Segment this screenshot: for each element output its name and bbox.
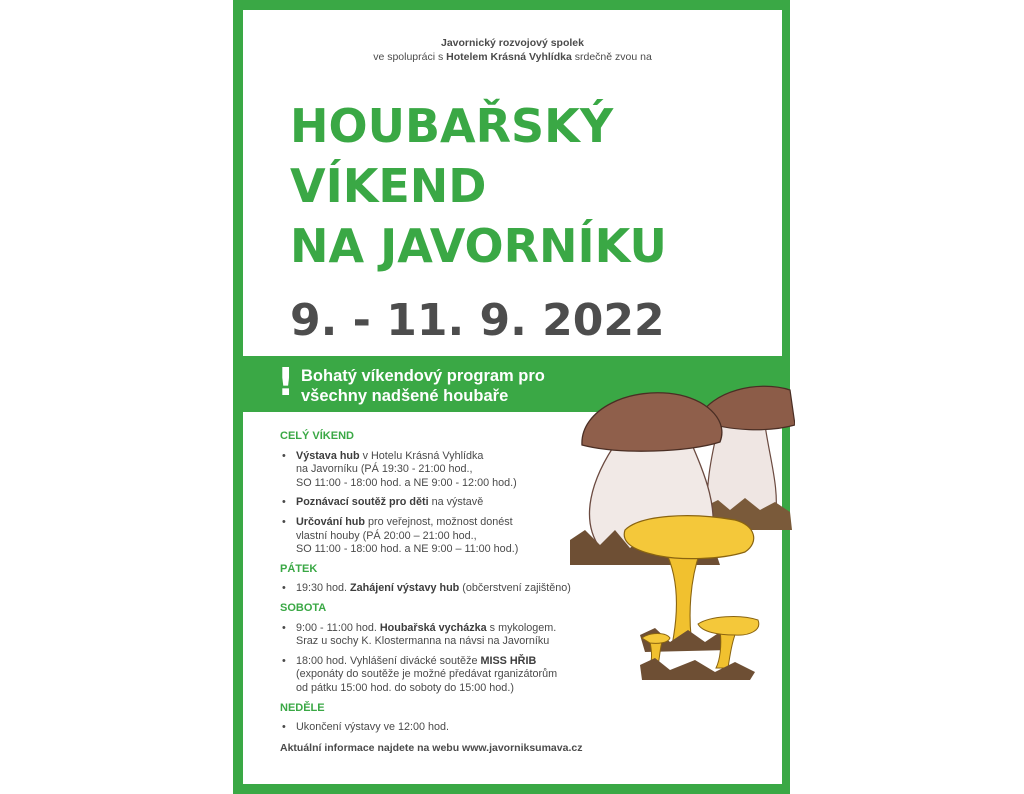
event-date: 9. - 11. 9. 2022 [290, 295, 665, 346]
title-line-3: NA JAVORNÍKU [290, 219, 667, 273]
list-item: • Ukončení výstavy ve 12:00 hod. [280, 721, 620, 735]
section-whole-weekend: CELÝ VÍKEND [280, 430, 354, 442]
event-title [290, 96, 667, 276]
exclamation-icon: ! [277, 360, 295, 404]
section-sunday: NEDĚLE [280, 701, 325, 714]
list-item: • Poznávací soutěž pro děti na výstavě [280, 496, 620, 510]
header-panel [243, 10, 782, 356]
list-item: • 9:00 - 11:00 hod. Houbařská vycházka s mykologem. Sraz u sochy K. Klostermanna na návsi na Javorníku [280, 622, 620, 649]
section-friday: PÁTEK [280, 562, 318, 575]
banner-text: Bohatý víkendový program pro všechny nadšené houbaře [301, 367, 545, 405]
list-item: • Určování hub pro veřejnost, možnost donést vlastní houby (PÁ 20:00 – 21:00 hod., SO 11:00 - 18:00 hod. a NE 9:00 – 11:00 hod.) [280, 516, 620, 557]
program-list [280, 428, 620, 741]
section-saturday: SOBOTA [280, 601, 327, 614]
title-line-2: VÍKEND [290, 159, 487, 213]
intro-text [243, 36, 782, 64]
list-item: • 19:30 hod. Zahájení výstavy hub (občerstvení zajištěno) [280, 582, 620, 596]
cooperation-line: ve spolupráci s Hotelem Krásná Vyhlídka srdečně zvou na [373, 51, 652, 63]
website-info: Aktuální informace najdete na webu www.javorniksumava.cz [280, 742, 583, 754]
list-item: • 18:00 hod. Vyhlášení divácké soutěže MISS HŘIB (exponáty do soutěže je možné předávat rganizátorům od pátku 15:00 hod. do soboty do 15:00 hod.) [280, 655, 620, 696]
list-item: • Výstava hub v Hotelu Krásná Vyhlídka na Javorníku (PÁ 19:30 - 21:00 hod., SO 11:00 - 18:00 hod. a NE 9:00 - 12:00 hod.) [280, 450, 620, 491]
organizer-line: Javornický rozvojový spolek [441, 37, 584, 49]
title-line-1: HOUBAŘSKÝ [290, 99, 614, 153]
